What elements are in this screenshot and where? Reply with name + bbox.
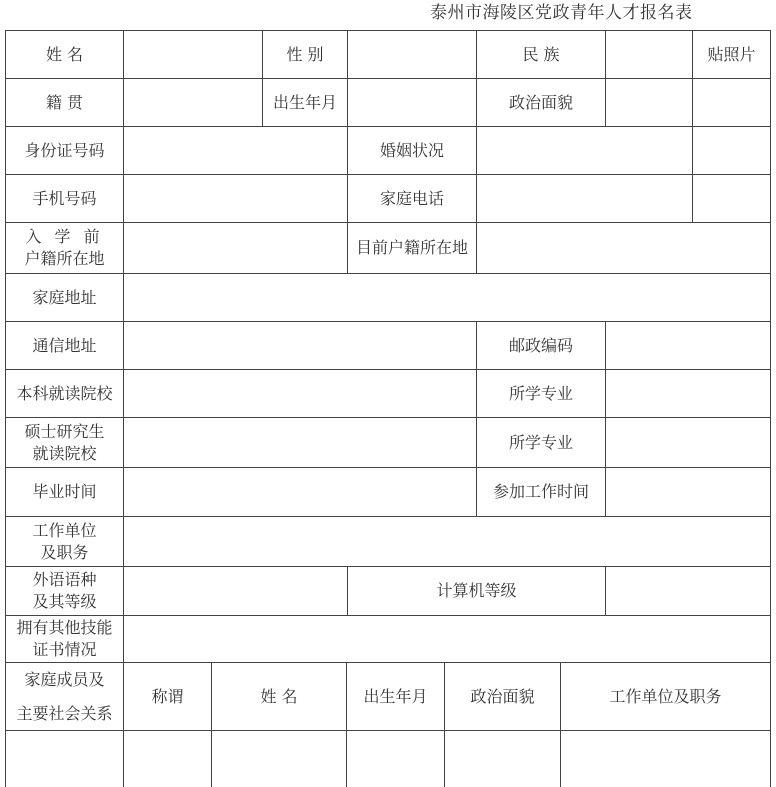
label-text: 籍 贯 — [45, 92, 84, 112]
family-col-political-status — [445, 663, 560, 730]
master-school-field[interactable] — [124, 418, 476, 467]
family-col-name — [212, 663, 346, 730]
family-entry-label-cell[interactable] — [6, 731, 123, 787]
id-number-field[interactable] — [124, 127, 347, 174]
label-foreign-language — [6, 567, 123, 615]
undergrad-school-field[interactable] — [124, 370, 476, 417]
label-text: 本科就读院校 — [16, 383, 113, 403]
other-certificates-field[interactable] — [124, 616, 770, 662]
label-text: 政治面貌 — [508, 92, 573, 112]
label-work-unit — [6, 517, 123, 566]
label-text: 通信地址 — [32, 335, 97, 355]
home-phone-field[interactable] — [477, 175, 692, 222]
label-text: 家庭成员及 — [24, 669, 105, 689]
label-master-school — [6, 418, 123, 467]
work-unit-field[interactable] — [124, 517, 770, 566]
photo-area[interactable] — [693, 79, 770, 222]
label-undergrad-school — [6, 370, 123, 417]
family-col-birth — [347, 663, 444, 730]
label-birth — [263, 79, 347, 126]
grad-time-field[interactable] — [124, 468, 476, 516]
major-2-field[interactable] — [606, 418, 770, 467]
grid-line — [770, 30, 771, 787]
label-text: 主要社会关系 — [16, 703, 113, 723]
label-text: 及其等级 — [32, 592, 97, 611]
label-text: 姓 名 — [45, 44, 84, 64]
foreign-language-field[interactable] — [124, 567, 347, 615]
label-text: 外语语种 — [32, 570, 97, 589]
family-col-title — [124, 663, 211, 730]
label-grad-time — [6, 468, 123, 516]
marital-status-field[interactable] — [477, 127, 692, 174]
label-current-hukou — [348, 223, 476, 273]
label-gender — [263, 31, 347, 78]
family-entry-name-field[interactable] — [212, 731, 346, 787]
label-text: 入 学 前 — [25, 227, 104, 246]
label-major-2 — [477, 418, 605, 467]
registration-form-table — [5, 30, 771, 787]
label-text: 出生年月 — [272, 92, 337, 112]
label-photo — [693, 31, 770, 78]
label-text: 手机号码 — [32, 188, 97, 208]
label-native-place — [6, 79, 123, 126]
political-status-field[interactable] — [606, 79, 692, 126]
label-text: 身份证号码 — [24, 140, 105, 160]
label-id-number — [6, 127, 123, 174]
mobile-field[interactable] — [124, 175, 347, 222]
label-text: 证书情况 — [32, 640, 97, 659]
label-marital-status — [348, 127, 476, 174]
label-home-phone — [348, 175, 476, 222]
work-start-field[interactable] — [606, 468, 770, 516]
label-text: 计算机等级 — [436, 581, 517, 600]
postcode-field[interactable] — [606, 322, 770, 369]
label-political-status — [477, 79, 605, 126]
label-text: 性 别 — [286, 44, 324, 64]
label-home-address — [6, 274, 123, 321]
home-address-field[interactable] — [124, 274, 770, 321]
label-computer-level — [348, 567, 605, 615]
label-work-start — [477, 468, 605, 516]
label-mobile — [6, 175, 123, 222]
label-other-certificates — [6, 616, 123, 662]
label-pre-enroll-hukou — [6, 223, 123, 273]
label-text: 就读院校 — [32, 443, 97, 463]
label-text: 婚姻状况 — [379, 140, 444, 160]
column-header-text: 姓 名 — [260, 686, 298, 706]
label-text: 邮政编码 — [508, 335, 573, 355]
birth-field[interactable] — [348, 79, 476, 126]
label-family-relations — [6, 663, 123, 730]
column-header-text: 出生年月 — [363, 686, 428, 706]
form-title: 泰州市海陵区党政青年人才报名表 — [430, 3, 693, 23]
family-col-work-unit — [561, 663, 770, 730]
label-text: 户籍所在地 — [24, 249, 105, 268]
label-text: 家庭电话 — [379, 188, 444, 208]
family-entry-birth-field[interactable] — [347, 731, 444, 787]
label-text: 参加工作时间 — [492, 482, 589, 501]
label-text: 工作单位 — [32, 520, 97, 540]
column-header-text: 称谓 — [151, 686, 184, 706]
label-text: 硕士研究生 — [24, 421, 105, 441]
label-text: 家庭地址 — [32, 287, 97, 307]
label-postcode — [477, 322, 605, 369]
label-major-1 — [477, 370, 605, 417]
label-mail-address — [6, 322, 123, 369]
family-entry-political-field[interactable] — [445, 731, 560, 787]
label-text: 及职务 — [40, 542, 89, 562]
label-text: 目前户籍所在地 — [355, 238, 468, 257]
label-text: 所学专业 — [508, 432, 573, 452]
name-field[interactable] — [124, 31, 262, 78]
label-text: 贴照片 — [707, 44, 756, 64]
family-entry-title-field[interactable] — [124, 731, 211, 787]
family-entry-work-unit-field[interactable] — [561, 731, 770, 787]
column-header-text: 政治面貌 — [470, 686, 535, 706]
native-place-field[interactable] — [124, 79, 262, 126]
current-hukou-field[interactable] — [477, 223, 770, 273]
label-text: 毕业时间 — [32, 482, 97, 501]
mail-address-field[interactable] — [124, 322, 476, 369]
ethnicity-field[interactable] — [606, 31, 692, 78]
label-text: 拥有其他技能 — [16, 618, 113, 637]
major-1-field[interactable] — [606, 370, 770, 417]
pre-enroll-hukou-field[interactable] — [124, 223, 347, 273]
label-text: 民 族 — [522, 44, 560, 64]
gender-field[interactable] — [348, 31, 476, 78]
column-header-text: 工作单位及职务 — [609, 686, 722, 706]
computer-level-field[interactable] — [606, 567, 770, 615]
label-name — [6, 31, 123, 78]
label-text: 所学专业 — [508, 383, 573, 403]
label-ethnicity — [477, 31, 605, 78]
